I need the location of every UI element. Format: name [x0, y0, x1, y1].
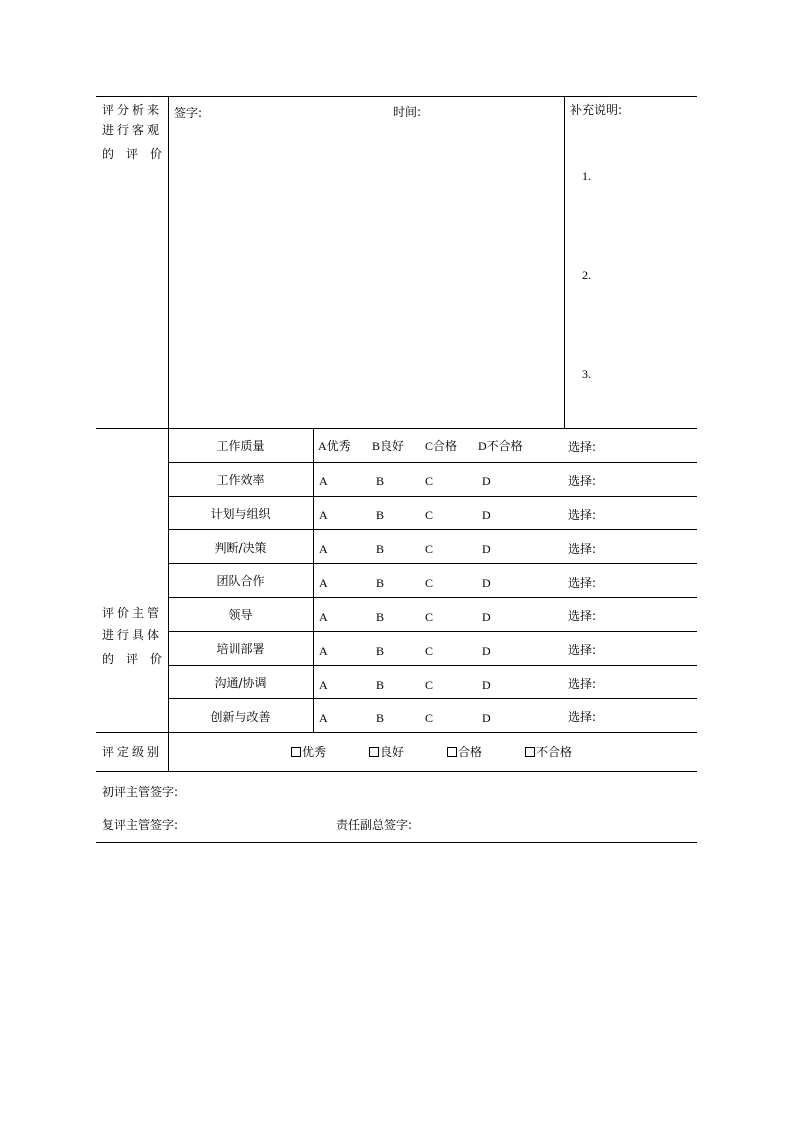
row-letter-b: B [376, 610, 385, 624]
option-label-good: 良好 [380, 439, 405, 453]
left-label-column-border [168, 96, 169, 772]
row-letter-a: A [319, 474, 328, 488]
supplement-item-2: 2. [582, 268, 591, 282]
select-label: 选择: [568, 677, 597, 691]
row-letter-a: A [319, 610, 328, 624]
table-top-border [96, 96, 697, 97]
select-label: 选择: [568, 440, 597, 454]
row-letter-d: D [482, 474, 491, 488]
row-letter-b: B [376, 508, 385, 522]
section2-label-line-2: 进行具体 [102, 628, 163, 642]
grade-option-label: 不合格 [536, 745, 573, 759]
criterion-judgment-decision: 判断/决策 [214, 541, 267, 555]
criterion-leadership: 领导 [228, 608, 253, 622]
option-label-excellent: 优秀 [326, 439, 351, 453]
initial-reviewer-signature: 初评主管签字: [102, 785, 179, 799]
checkbox-icon[interactable] [291, 747, 301, 757]
grade-label: 评定级别 [102, 745, 163, 759]
vice-president-signature: 责任副总签字: [336, 818, 413, 832]
option-letter-d: D [478, 439, 487, 453]
row-letter-c: C [425, 542, 434, 556]
row-letter-c: C [425, 678, 434, 692]
row-letter-d: D [482, 678, 491, 692]
row-letter-d: D [482, 542, 491, 556]
select-label: 选择: [568, 474, 597, 488]
row-letter-b: B [376, 542, 385, 556]
time-label: 时间: [393, 105, 422, 119]
row-letter-a: A [319, 508, 328, 522]
supplement-column-border [564, 96, 565, 429]
criterion-work-efficiency: 工作效率 [216, 473, 265, 487]
criteria-divider-7 [168, 665, 697, 666]
section2-label-line-1: 评价主管 [102, 606, 163, 620]
section1-label-line-2: 进行客观 [102, 123, 163, 137]
grade-top-border [96, 732, 697, 733]
table-bottom-border [96, 842, 697, 843]
grade-option-excellent[interactable] [291, 744, 326, 760]
criterion-work-quality: 工作质量 [216, 439, 265, 453]
criterion-training-deployment: 培训部署 [216, 642, 265, 656]
checkbox-icon[interactable] [369, 747, 379, 757]
option-letter-b: B [372, 439, 381, 453]
option-a-excellent [318, 438, 351, 454]
criteria-column-border [313, 428, 314, 733]
option-c-pass [425, 438, 457, 454]
second-reviewer-signature: 复评主管签字: [102, 818, 179, 832]
row-letter-c: C [425, 610, 434, 624]
grade-option-good[interactable] [369, 744, 404, 760]
row-letter-a: A [319, 576, 328, 590]
row-letter-b: B [376, 474, 385, 488]
section1-label-line-3: 的评价 [102, 147, 175, 161]
select-label: 选择: [568, 643, 597, 657]
select-label: 选择: [568, 542, 597, 556]
row-letter-d: D [482, 644, 491, 658]
criteria-divider-3 [168, 529, 697, 530]
option-letter-c: C [425, 439, 434, 453]
criteria-divider-5 [168, 597, 697, 598]
row-letter-c: C [425, 508, 434, 522]
section2-label-line-3: 的评价 [102, 652, 175, 666]
select-label: 选择: [568, 576, 597, 590]
select-label: 选择: [568, 710, 597, 724]
row-letter-b: B [376, 678, 385, 692]
option-label-pass: 合格 [433, 439, 458, 453]
grade-option-label: 合格 [458, 745, 483, 759]
signature-label: 签字: [174, 106, 203, 120]
row-letter-b: B [376, 576, 385, 590]
criteria-divider-2 [168, 496, 697, 497]
section2-top-border [96, 428, 697, 429]
row-letter-b: B [376, 711, 385, 725]
row-letter-a: A [319, 644, 328, 658]
supplement-item-3: 3. [582, 367, 591, 381]
row-letter-c: C [425, 644, 434, 658]
section1-label-line-1: 评分析来 [102, 103, 163, 117]
criterion-teamwork: 团队合作 [216, 574, 265, 588]
grade-option-fail[interactable] [525, 744, 572, 760]
grade-option-label: 优秀 [302, 745, 327, 759]
row-letter-d: D [482, 508, 491, 522]
option-letter-a: A [318, 439, 327, 453]
grade-option-label: 良好 [380, 745, 405, 759]
row-letter-d: D [482, 576, 491, 590]
supplement-item-1: 1. [582, 169, 591, 183]
footer-top-border [96, 771, 697, 772]
supplement-label: 补充说明: [570, 103, 623, 117]
row-letter-c: C [425, 576, 434, 590]
option-b-good [372, 438, 404, 454]
select-label: 选择: [568, 508, 597, 522]
checkbox-icon[interactable] [525, 747, 535, 757]
row-letter-a: A [319, 542, 328, 556]
criteria-divider-8 [168, 698, 697, 699]
criterion-innovation-improvement: 创新与改善 [210, 710, 271, 724]
row-letter-d: D [482, 711, 491, 725]
row-letter-a: A [319, 711, 328, 725]
criteria-divider-4 [168, 563, 697, 564]
row-letter-b: B [376, 644, 385, 658]
checkbox-icon[interactable] [447, 747, 457, 757]
option-label-fail: 不合格 [486, 439, 523, 453]
select-label: 选择: [568, 609, 597, 623]
criterion-communication-coordination: 沟通/协调 [214, 676, 267, 690]
row-letter-c: C [425, 711, 434, 725]
row-letter-d: D [482, 610, 491, 624]
criteria-divider-1 [168, 462, 697, 463]
option-d-fail [478, 438, 523, 454]
criteria-divider-6 [168, 631, 697, 632]
grade-option-pass[interactable] [447, 744, 482, 760]
row-letter-a: A [319, 678, 328, 692]
row-letter-c: C [425, 474, 434, 488]
criterion-planning-organization: 计划与组织 [210, 507, 271, 521]
